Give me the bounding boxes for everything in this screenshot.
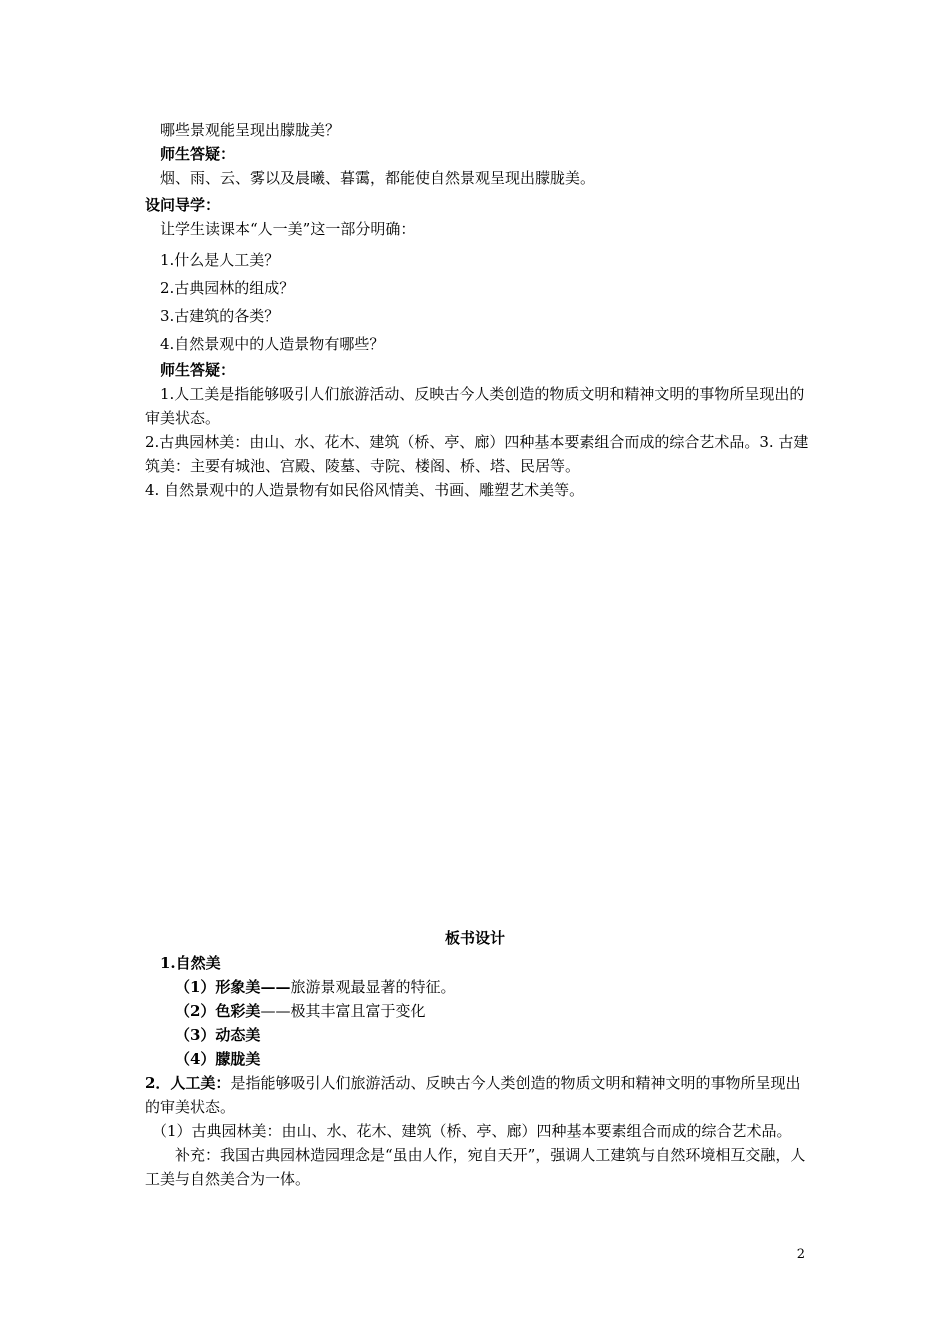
- question-list: [145, 246, 810, 358]
- section-heading: 设问导学：: [145, 196, 221, 214]
- page-number: 2: [796, 1247, 805, 1262]
- answer-paragraph: 2.古典园林美：由山、水、花木、建筑（桥、亭、廊）四种基本要素组合而成的综合艺术品。3. 古建筑美：主要有城池、宫殿、陵墓、寺院、楼阁、桥、塔、民居等。: [145, 433, 809, 475]
- outline-item: 2．人工美：是指能够吸引人们旅游活动、反映古今人类创造的物质文明和精神文明的事物所呈现出的审美状态。: [145, 1074, 801, 1116]
- question-nebula: 哪些景观能呈现出朦胧美？: [160, 121, 341, 139]
- section-nebula: [145, 118, 810, 190]
- outline-subitem: （1）古典园林美：由山、水、花木、建筑（桥、亭、廊）四种基本要素组合而成的综合艺术品。: [152, 1122, 792, 1140]
- board-title: 板书设计: [444, 929, 505, 947]
- outline-subitem: （2）色彩美——极其丰富且富于变化: [175, 1002, 426, 1020]
- list-item: 3.古建筑的各类？: [160, 307, 280, 325]
- answer-label: 师生答疑：: [160, 145, 236, 163]
- board-outline: [145, 951, 810, 1191]
- outline-subitem: （3）动态美: [175, 1026, 261, 1044]
- answer-paragraph: 4. 自然景观中的人造景物有如民俗风情美、书画、雕塑艺术美等。: [145, 481, 585, 499]
- outline-subitem: （1）形象美——旅游景观最显著的特征。: [175, 978, 456, 996]
- outline-subitem: （4）朦胧美: [175, 1050, 261, 1068]
- list-item: 4.自然景观中的人造景物有哪些？: [160, 335, 385, 353]
- answer-nebula: 烟、雨、云、雾以及晨曦、暮霭，都能使自然景观呈现出朦胧美。: [160, 169, 596, 187]
- answer-paragraph: 1.人工美是指能够吸引人们旅游活动、反映古今人类创造的物质文明和精神文明的事物所呈现出的审美状态。: [145, 385, 805, 427]
- outline-item: 1.自然美: [160, 954, 221, 972]
- answers-block: [145, 358, 810, 502]
- list-item: 1.什么是人工美？: [160, 251, 280, 269]
- answer-label: 师生答疑：: [160, 361, 236, 379]
- list-item: 2.古典园林的组成？: [160, 279, 295, 297]
- section-intro: 让学生读课本“人一美”这一部分明确：: [160, 220, 416, 238]
- supplement-paragraph: 补充：我国古典园林造园理念是“虽由人作，宛自天开”，强调人工建筑与自然环境相互交融，人工美与自然美合为一体。: [145, 1146, 806, 1188]
- section-guided-questions: [145, 193, 810, 241]
